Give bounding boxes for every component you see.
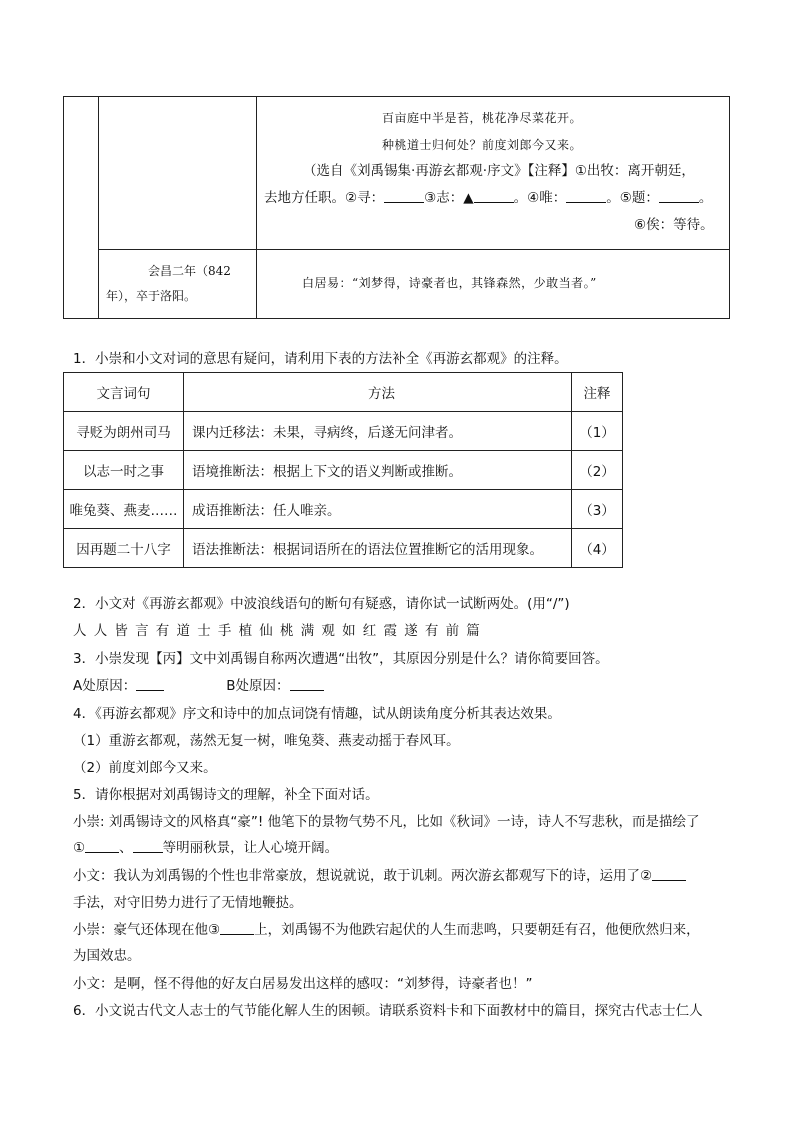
resource-card-table <box>63 96 730 319</box>
poem-line-1: 百亩庭中半是苔，桃花净尽菜花开。 <box>382 111 583 125</box>
source-note-line-3: ⑥俟：等待。 <box>634 217 714 233</box>
card-row-divider <box>98 249 729 250</box>
q5-line-1: 小崇: 刘禹锡诗文的风格真“豪”! 他笔下的景物气势不凡，比如《秋词》一诗，诗人不写悲秋，而是描绘了 <box>73 814 700 830</box>
table-row <box>64 529 623 568</box>
note-ti-label: 。⑤题： <box>606 190 659 206</box>
q4-item-2: （2）前度刘郎今又来。 <box>73 760 217 776</box>
note-xun-blank[interactable] <box>384 190 424 203</box>
q5-line-3: 小文：我认为刘禹锡的个性也非常豪放，想说就说，敢于讥刺。两次游玄都观写下的诗，运用了② <box>73 864 686 884</box>
table-row <box>64 451 623 490</box>
source-note-line-2: 去地方任职。②寻： ③志：▲ 。④唯： 。⑤题： 。 <box>264 190 713 206</box>
card-bottom-left: 会昌二年（842 年），卒于洛阳。 <box>106 264 231 303</box>
note-wei-blank[interactable] <box>566 190 606 203</box>
q5-line-5: 小崇：豪气还体现在他③ 上，刘禹锡不为他跌宕起伏的人生而悲鸣，只要朝廷有召，他便欣然归来， <box>73 922 700 938</box>
q5-blank-1a[interactable] <box>85 840 119 853</box>
note-zhi-blank[interactable] <box>474 190 514 203</box>
q5-line-2: ① 、 等明丽秋景，让人心境开阔。 <box>73 840 339 856</box>
table-row <box>64 490 623 529</box>
q3-a-blank[interactable] <box>136 678 164 691</box>
q5-line-6: 为国效忠。 <box>73 948 141 964</box>
row-note-answer[interactable]: （4） <box>572 529 623 568</box>
table-header-row <box>64 373 623 412</box>
q3-b-blank[interactable] <box>290 678 324 691</box>
row-note-answer[interactable]: （2） <box>572 451 623 490</box>
source-note-line-1: （选自《刘禹锡集·再游玄都观·序文》【注释】①出牧：离开朝廷， <box>303 163 695 179</box>
note-zhi-label: ③志：▲ <box>424 190 474 206</box>
header-method: 方法 <box>184 373 572 412</box>
card-divider-1 <box>98 97 99 318</box>
q3-answers <box>73 674 324 694</box>
q5-line-4: 手法，对守旧势力进行了无情地鞭挞。 <box>73 895 303 911</box>
q6-prompt: 6．小文说古代文人志士的气节能化解人生的困顿。请联系资料卡和下面教材中的篇目，探究古代志士仁人 <box>73 1003 703 1019</box>
q4-prompt: 4．《再游玄都观》序文和诗中的加点词饶有情趣，试从朗读角度分析其表达效果。 <box>73 706 561 722</box>
header-term: 文言词句 <box>64 373 184 412</box>
poem-line-2: 种桃道士归何处？前度刘郎今又来。 <box>382 138 583 152</box>
header-note: 注释 <box>572 373 623 412</box>
row-note-answer[interactable]: （1） <box>572 412 623 451</box>
q2-prompt: 2．小文对《再游玄都观》中波浪线语句的断句有疑惑，请你试一试断两处。(用“/”) <box>73 596 570 612</box>
q5-blank-1b[interactable] <box>133 840 163 853</box>
row-method: 成语推断法：任人唯亲。 <box>184 490 572 529</box>
q4-item-1: （1）重游玄都观，荡然无复一树，唯兔葵、燕麦动摇于春风耳。 <box>73 733 460 749</box>
q2-sentence[interactable]: 人人皆言有道士手植仙桃满观如红霞遂有前篇 <box>73 623 487 639</box>
row-term: 寻贬为朗州司马 <box>64 412 184 451</box>
q3-prompt: 3．小崇发现【丙】文中刘禹锡自称两次遭遇“出牧”，其原因分别是什么？请你简要回答。 <box>73 651 609 667</box>
card-bottom-right-quote: 白居易：“刘梦得，诗豪者也，其锋森然，少敢当者。” <box>302 276 597 290</box>
q5-blank-2[interactable] <box>652 868 686 881</box>
q1-prompt: 1．小崇和小文对词的意思有疑问，请利用下表的方法补全《再游玄都观》的注释。 <box>73 351 568 367</box>
card-divider-2 <box>256 97 257 318</box>
row-term: 以志一时之事 <box>64 451 184 490</box>
q5-prompt: 5．请你根据对刘禹锡诗文的理解，补全下面对话。 <box>73 787 379 803</box>
q3-b-label: B处原因： <box>226 678 290 694</box>
q1-method-table <box>63 372 623 568</box>
row-method: 课内迁移法：未果，寻病终，后遂无问津者。 <box>184 412 572 451</box>
q5-blank-3[interactable] <box>220 922 254 935</box>
note-wei-label: 。④唯： <box>513 190 567 206</box>
table-row <box>64 412 623 451</box>
row-method: 语境推断法：根据上下文的语义判断或推断。 <box>184 451 572 490</box>
note-ti-blank[interactable] <box>659 190 699 203</box>
note-xun-label: 去地方任职。②寻： <box>264 190 385 206</box>
row-note-answer[interactable]: （3） <box>572 490 623 529</box>
row-term: 唯兔葵、燕麦…… <box>64 490 184 529</box>
row-term: 因再题二十八字 <box>64 529 184 568</box>
q5-line-7: 小文：是啊，怪不得他的好友白居易发出这样的感叹：“刘梦得，诗豪者也！” <box>73 976 533 992</box>
q3-a-label: A处原因： <box>73 678 137 694</box>
row-method: 语法推断法：根据词语所在的语法位置推断它的活用现象。 <box>184 529 572 568</box>
